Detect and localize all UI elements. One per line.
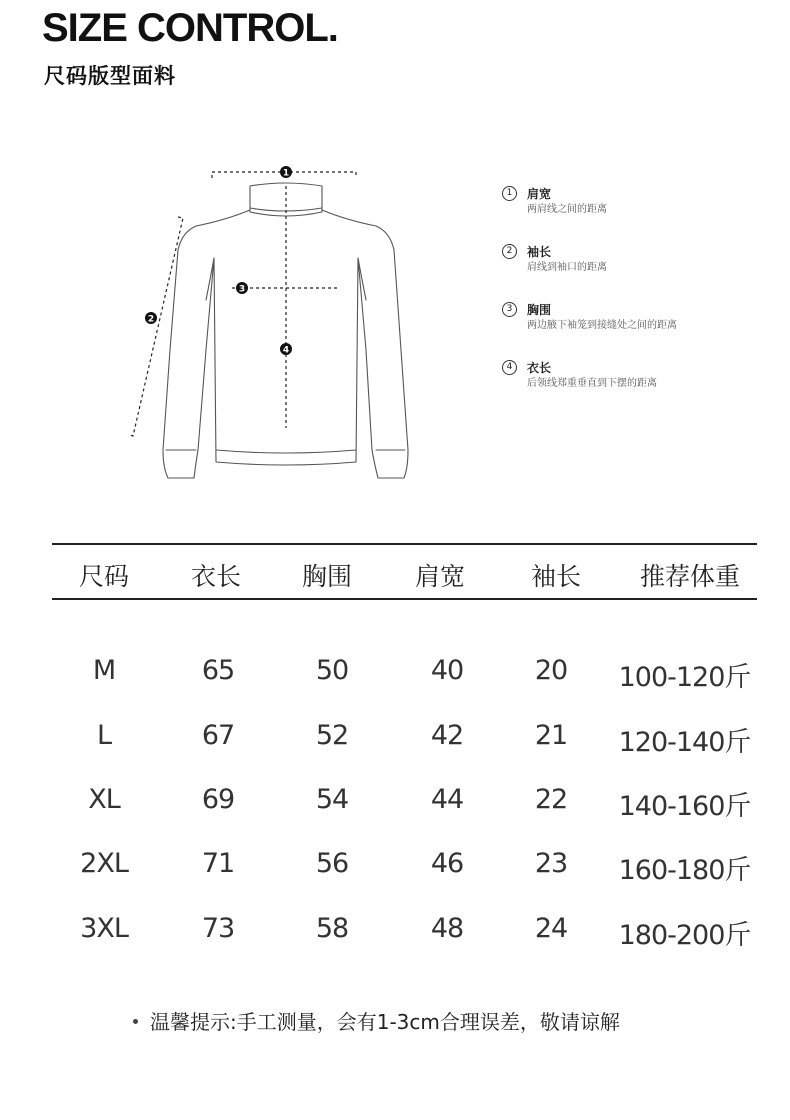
legend-description: 两肩线之间的距离 (527, 204, 607, 215)
legend-number: 3 (502, 302, 517, 317)
legend-item-shoulder (502, 185, 762, 243)
cell-shoulder: 46 (430, 848, 464, 879)
legend-description: 后领线郑重垂直到下摆的距离 (527, 378, 657, 389)
legend-name: 肩宽 (527, 187, 552, 201)
legend-name: 袖长 (527, 245, 552, 259)
note-text: 温馨提示:手工测量，会有1-3cm合理误差，敬请谅解 (150, 1010, 620, 1034)
cell-size: XL (88, 784, 120, 815)
cell-shoulder: 44 (430, 784, 464, 815)
cell-size: M (92, 655, 116, 686)
marker-4-label: 4 (282, 345, 290, 356)
col-header-sleeve: 袖长 (530, 562, 581, 591)
cell-length: 67 (201, 720, 235, 751)
cell-chest: 50 (315, 655, 349, 686)
legend-number: 4 (502, 360, 517, 375)
col-header-weight: 推荐体重 (639, 562, 740, 591)
cell-size: 2XL (80, 848, 128, 879)
cell-weight: 140-160斤 (618, 791, 751, 822)
cell-sleeve: 22 (534, 784, 568, 815)
page-title-cn: 尺码版型面料 (44, 64, 176, 88)
cell-sleeve: 24 (534, 913, 568, 944)
col-header-size: 尺码 (78, 562, 129, 591)
legend-name: 胸围 (527, 303, 552, 317)
legend-number: 1 (502, 186, 517, 201)
table-top-rule (52, 543, 757, 545)
cell-weight: 160-180斤 (618, 855, 751, 886)
col-header-shoulder: 肩宽 (414, 562, 465, 591)
measurement-markers (145, 166, 292, 356)
cell-weight: 120-140斤 (618, 727, 751, 758)
measurement-note (133, 1006, 620, 1035)
cell-sleeve: 20 (534, 655, 568, 686)
legend-description: 肩线到袖口的距离 (527, 262, 607, 273)
cell-length: 69 (201, 784, 235, 815)
cell-length: 73 (201, 913, 235, 944)
bullet-icon (133, 1019, 138, 1024)
marker-1-label: 1 (282, 168, 290, 179)
col-header-length: 衣长 (190, 562, 241, 591)
cell-size: L (96, 720, 112, 751)
legend-item-chest (502, 301, 762, 359)
col-header-chest: 胸围 (301, 562, 352, 591)
cell-size: 3XL (80, 913, 128, 944)
cell-shoulder: 42 (430, 720, 464, 751)
cell-chest: 52 (315, 720, 349, 751)
legend-item-length (502, 359, 762, 417)
cell-chest: 56 (315, 848, 349, 879)
marker-3-label: 3 (238, 284, 246, 295)
legend-name: 衣长 (527, 361, 552, 375)
legend-item-sleeve (502, 243, 762, 301)
legend-description: 两边腋下袖笼到接缝处之间的距离 (527, 320, 677, 331)
cell-chest: 54 (315, 784, 349, 815)
cell-chest: 58 (315, 913, 349, 944)
table-header-rule (52, 598, 757, 600)
marker-2-label: 2 (147, 314, 155, 325)
legend-number: 2 (502, 244, 517, 259)
page-title-en: SIZE CONTROL. (42, 6, 338, 50)
cell-sleeve: 21 (534, 720, 568, 751)
cell-weight: 100-120斤 (618, 662, 751, 693)
cell-shoulder: 48 (430, 913, 464, 944)
cell-weight: 180-200斤 (618, 920, 751, 951)
cell-length: 65 (201, 655, 235, 686)
cell-shoulder: 40 (430, 655, 464, 686)
cell-length: 71 (201, 848, 235, 879)
cell-sleeve: 23 (534, 848, 568, 879)
measurement-legend (502, 185, 762, 417)
